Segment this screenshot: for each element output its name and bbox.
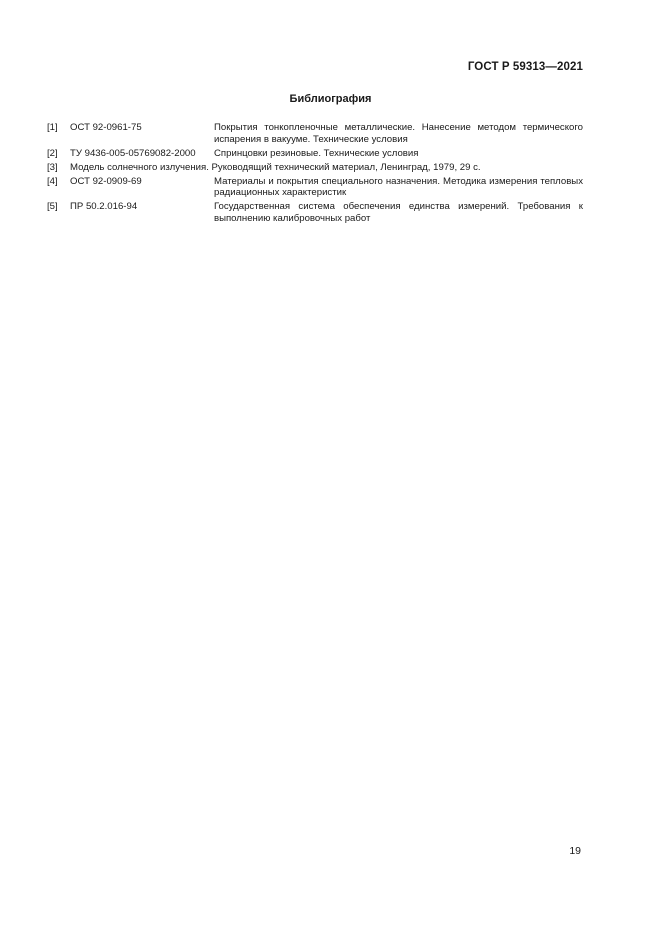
entry-description: Модель солнечного излучения. Руководящий технический материал, Ленинград, 1979, 29 с. <box>70 161 481 173</box>
bibliography-list <box>47 122 583 227</box>
entry-description: Материалы и покрытия специального назначения. Методика измерения тепловых радиационных характеристик <box>214 175 583 198</box>
entry-description: Государственная система обеспечения единства измерений. Требования к выполнению калибровочных работ <box>214 201 583 224</box>
page-number: 19 <box>569 845 581 857</box>
entry-code: ОСТ 92-0961-75 <box>70 122 142 133</box>
entry-code: ТУ 9436-005-05769082-2000 <box>70 147 196 159</box>
standard-header: ГОСТ Р 59313—2021 <box>467 61 583 73</box>
entry-description: Покрытия тонкопленочные металлические. Нанесение методом термического испарения в вакууме. Технические условия <box>214 122 583 145</box>
bibliography-entry <box>47 176 583 199</box>
entry-number: [4] <box>47 175 58 187</box>
entry-number: [3] <box>47 161 58 173</box>
entry-code: ПР 50.2.016-94 <box>70 201 138 212</box>
bibliography-entry <box>47 201 583 224</box>
entry-number: [2] <box>47 147 58 159</box>
bibliography-entry <box>47 162 583 174</box>
bibliography-entry <box>47 122 583 145</box>
entry-number: [5] <box>47 201 58 212</box>
bibliography-entry <box>47 148 583 160</box>
entry-number: [1] <box>47 122 58 133</box>
entry-code: ОСТ 92-0909-69 <box>70 175 142 187</box>
page-title: Библиография <box>289 93 372 105</box>
entry-description: Спринцовки резиновые. Технические условия <box>214 147 419 159</box>
